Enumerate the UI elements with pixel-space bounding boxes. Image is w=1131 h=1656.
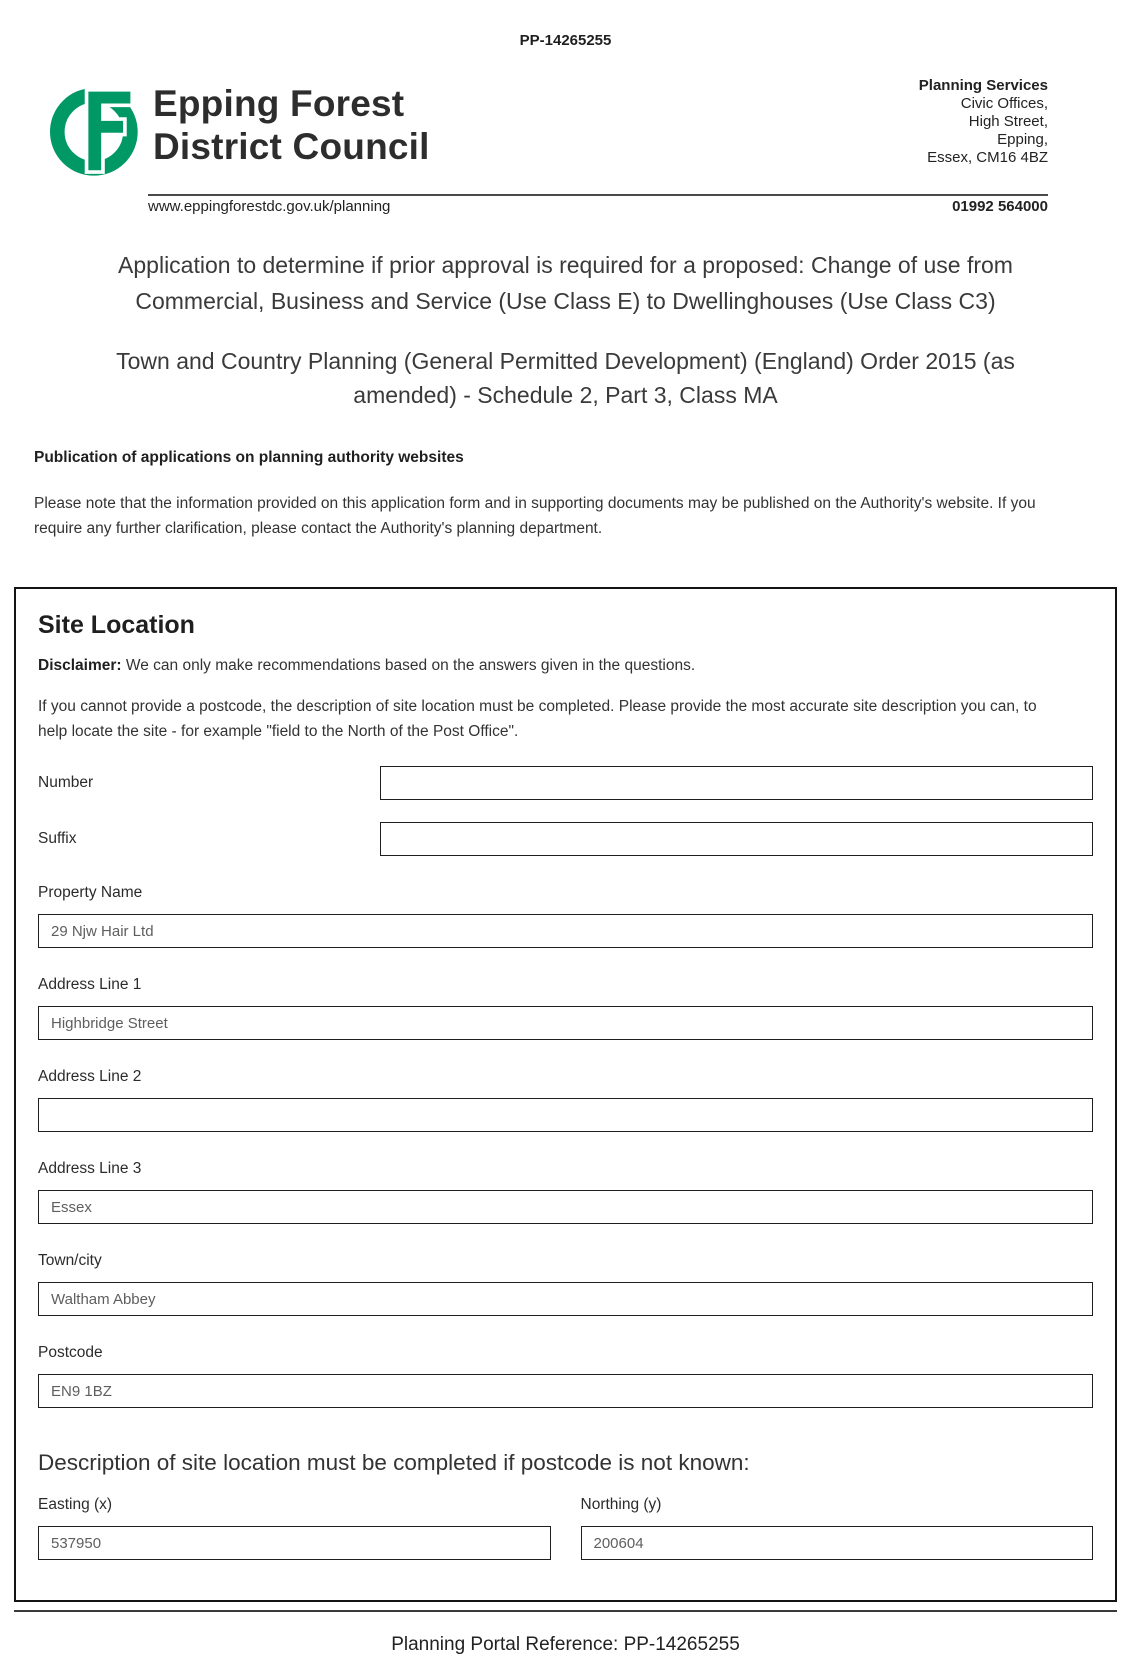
statute-title: Town and Country Planning (General Permitted Development) (England) Order 2015 (as amended) - Schedule 2, Part 3, Class MA bbox=[116, 347, 1015, 409]
postcode-label: Postcode bbox=[38, 1344, 103, 1362]
town-city-label: Town/city bbox=[38, 1252, 102, 1270]
address-line: High Street, bbox=[968, 113, 1048, 130]
site-location-intro: If you cannot provide a postcode, the description of site location must be completed. Please provide the most accurate site description you can, to help locate the site - for example "field to the North of the Post Office". bbox=[38, 697, 1037, 740]
postcode-field-row bbox=[38, 1344, 1093, 1408]
coordinates-row bbox=[38, 1496, 1093, 1560]
address-line-3-input[interactable] bbox=[38, 1190, 1093, 1224]
council-name-line2: District Council bbox=[153, 125, 430, 167]
disclaimer bbox=[38, 657, 1093, 675]
address-line-1-input[interactable] bbox=[38, 1006, 1093, 1040]
footer-divider bbox=[14, 1610, 1117, 1612]
address-line-2-input[interactable] bbox=[38, 1098, 1093, 1132]
footer-reference: Planning Portal Reference: PP-14265255 bbox=[391, 1634, 740, 1656]
town-city-input[interactable] bbox=[38, 1282, 1093, 1316]
disclaimer-label: Disclaimer: bbox=[38, 656, 122, 674]
header-address-block bbox=[919, 75, 1048, 167]
property-name-label: Property Name bbox=[38, 884, 143, 902]
suffix-label: Suffix bbox=[38, 830, 77, 848]
number-label: Number bbox=[38, 774, 94, 792]
suffix-input[interactable] bbox=[380, 822, 1093, 856]
header-brand bbox=[50, 75, 430, 190]
property-name-field-row bbox=[38, 884, 1093, 948]
easting-field-row bbox=[38, 1496, 551, 1560]
council-phone: 01992 564000 bbox=[952, 198, 1048, 215]
town-city-field-row bbox=[38, 1252, 1093, 1316]
number-field-row bbox=[38, 766, 1093, 800]
easting-label: Easting (x) bbox=[38, 1496, 113, 1514]
number-input[interactable] bbox=[380, 766, 1093, 800]
header bbox=[0, 49, 1131, 190]
council-website-link[interactable]: www.eppingforestdc.gov.uk/planning bbox=[148, 198, 391, 215]
disclaimer-text: We can only make recommendations based on the answers given in the questions. bbox=[125, 656, 696, 674]
publication-body: Please note that the information provided on this application form and in supporting documents may be published on the Authority's website. If you require any further clarification, please contact the Authority's planning department. bbox=[34, 494, 1036, 537]
easting-input[interactable] bbox=[38, 1526, 551, 1560]
postcode-input[interactable] bbox=[38, 1374, 1093, 1408]
northing-label: Northing (y) bbox=[580, 1496, 662, 1514]
suffix-field-row bbox=[38, 822, 1093, 856]
address-line-2-label: Address Line 2 bbox=[38, 1068, 142, 1086]
publication-heading: Publication of applications on planning authority websites bbox=[34, 448, 464, 466]
address-line: Essex, CM16 4BZ bbox=[927, 149, 1048, 166]
site-location-section bbox=[14, 587, 1117, 1603]
northing-field-row bbox=[581, 1496, 1094, 1560]
address-line-3-field-row bbox=[38, 1160, 1093, 1224]
council-name-line1: Epping Forest bbox=[153, 83, 405, 124]
site-location-heading: Site Location bbox=[38, 610, 195, 639]
address-line: Epping, bbox=[997, 131, 1048, 148]
address-line-3-label: Address Line 3 bbox=[38, 1160, 142, 1178]
department-name: Planning Services bbox=[918, 77, 1048, 94]
top-reference: PP-14265255 bbox=[519, 32, 612, 49]
header-divider bbox=[148, 194, 1048, 196]
header-underline-row bbox=[148, 198, 1048, 215]
council-logo-icon bbox=[50, 75, 145, 190]
property-name-input[interactable] bbox=[38, 914, 1093, 948]
description-heading: Description of site location must be completed if postcode is not known: bbox=[38, 1450, 750, 1476]
council-name bbox=[153, 75, 430, 168]
application-title: Application to determine if prior approval is required for a proposed: Change of use from Commercial, Business and Service (Use Class E) to Dwellinghouses (Use Class C3) bbox=[118, 252, 1013, 315]
address-line-1-label: Address Line 1 bbox=[38, 976, 142, 994]
address-line: Civic Offices, bbox=[960, 95, 1048, 112]
northing-input[interactable] bbox=[581, 1526, 1094, 1560]
address-line-1-field-row bbox=[38, 976, 1093, 1040]
address-line-2-field-row bbox=[38, 1068, 1093, 1132]
